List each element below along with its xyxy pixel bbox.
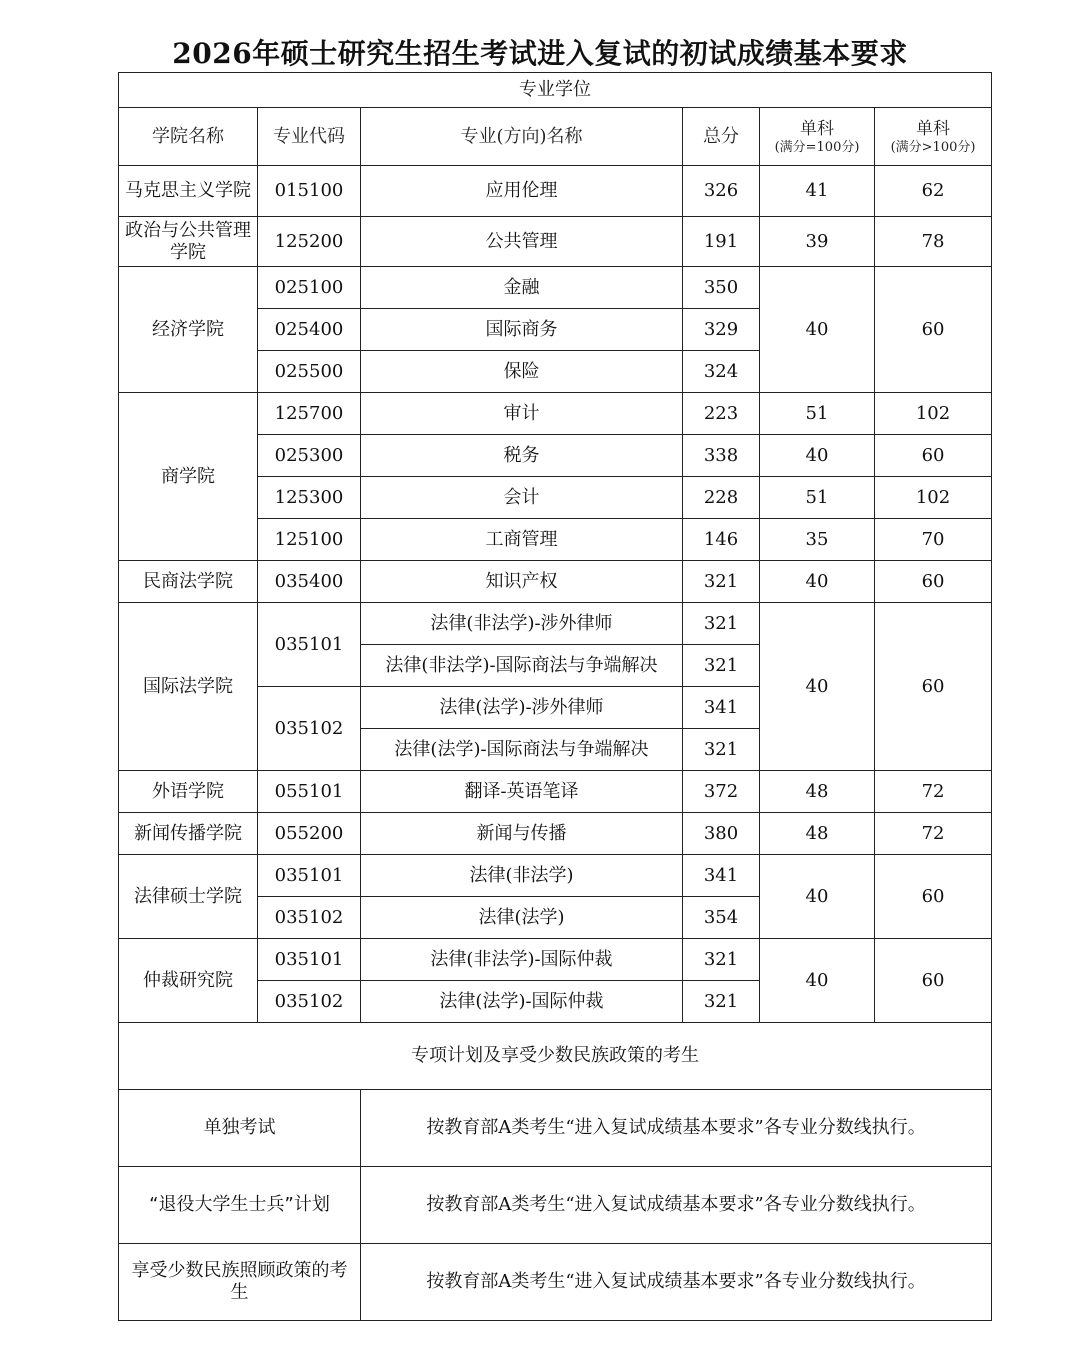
- code-cell: 025500: [258, 351, 361, 393]
- single-over-100-cell: 60: [875, 939, 992, 1023]
- single-over-100-cell: 78: [875, 217, 992, 267]
- total-cell: 380: [683, 813, 760, 855]
- table-row: [119, 855, 992, 897]
- single-over-100-cell: 102: [875, 477, 992, 519]
- header-single-over-100-note: (满分>100分): [890, 139, 976, 155]
- single-100-cell: 40: [760, 603, 875, 771]
- single-100-cell: 39: [760, 217, 875, 267]
- major-cell: 法律(法学): [361, 897, 683, 939]
- total-cell: 350: [683, 267, 760, 309]
- major-cell: 新闻与传播: [361, 813, 683, 855]
- code-cell: 035102: [258, 687, 361, 771]
- section-title: 专业学位: [119, 73, 992, 108]
- code-cell: 055101: [258, 771, 361, 813]
- table-row: [119, 166, 992, 217]
- table-row: [119, 813, 992, 855]
- code-cell: 055200: [258, 813, 361, 855]
- major-cell: 国际商务: [361, 309, 683, 351]
- total-cell: 321: [683, 561, 760, 603]
- college-cell: 外语学院: [119, 771, 258, 813]
- code-cell: 025100: [258, 267, 361, 309]
- major-cell: 法律(非法学)-国际仲裁: [361, 939, 683, 981]
- total-cell: 324: [683, 351, 760, 393]
- section-header-row: [119, 73, 992, 108]
- code-cell: 125100: [258, 519, 361, 561]
- total-cell: 321: [683, 603, 760, 645]
- header-single-over-100: [875, 108, 992, 166]
- special-row: [119, 1090, 992, 1167]
- header-single-over-100-label: 单科: [916, 118, 951, 139]
- special-category: 享受少数民族照顾政策的考生: [119, 1244, 361, 1321]
- code-cell: 015100: [258, 166, 361, 217]
- total-cell: 321: [683, 981, 760, 1023]
- total-cell: 228: [683, 477, 760, 519]
- table-row: [119, 393, 992, 435]
- major-cell: 应用伦理: [361, 166, 683, 217]
- code-cell: 035101: [258, 939, 361, 981]
- code-cell: 035101: [258, 855, 361, 897]
- single-100-cell: 48: [760, 813, 875, 855]
- table-row: [119, 939, 992, 981]
- header-name: 专业(方向)名称: [361, 108, 683, 166]
- single-over-100-cell: 72: [875, 813, 992, 855]
- major-cell: 法律(法学)-涉外律师: [361, 687, 683, 729]
- total-cell: 372: [683, 771, 760, 813]
- single-100-cell: 51: [760, 393, 875, 435]
- college-cell: 政治与公共管理学院: [119, 217, 258, 267]
- total-cell: 341: [683, 687, 760, 729]
- single-100-cell: 40: [760, 267, 875, 393]
- total-cell: 329: [683, 309, 760, 351]
- college-cell: 新闻传播学院: [119, 813, 258, 855]
- total-cell: 354: [683, 897, 760, 939]
- score-table: [118, 72, 992, 1321]
- header-code: 专业代码: [258, 108, 361, 166]
- major-cell: 工商管理: [361, 519, 683, 561]
- single-over-100-cell: 60: [875, 603, 992, 771]
- major-cell: 知识产权: [361, 561, 683, 603]
- single-100-cell: 51: [760, 477, 875, 519]
- college-cell: 经济学院: [119, 267, 258, 393]
- code-cell: 025400: [258, 309, 361, 351]
- special-note: 按教育部A类考生“进入复试成绩基本要求”各专业分数线执行。: [361, 1167, 992, 1244]
- single-over-100-cell: 62: [875, 166, 992, 217]
- major-cell: 审计: [361, 393, 683, 435]
- table-row: [119, 267, 992, 309]
- major-cell: 法律(法学)-国际商法与争端解决: [361, 729, 683, 771]
- special-note: 按教育部A类考生“进入复试成绩基本要求”各专业分数线执行。: [361, 1090, 992, 1167]
- college-cell: 法律硕士学院: [119, 855, 258, 939]
- major-cell: 法律(非法学)-涉外律师: [361, 603, 683, 645]
- table-row: [119, 771, 992, 813]
- special-heading: 专项计划及享受少数民族政策的考生: [119, 1023, 992, 1090]
- header-college: 学院名称: [119, 108, 258, 166]
- total-cell: 326: [683, 166, 760, 217]
- page-title: 2026年硕士研究生招生考试进入复试的初试成绩基本要求: [172, 37, 908, 70]
- major-cell: 法律(法学)-国际仲裁: [361, 981, 683, 1023]
- single-over-100-cell: 60: [875, 855, 992, 939]
- code-cell: 125300: [258, 477, 361, 519]
- college-cell: 仲裁研究院: [119, 939, 258, 1023]
- total-cell: 146: [683, 519, 760, 561]
- table-row: [119, 561, 992, 603]
- total-cell: 321: [683, 939, 760, 981]
- single-over-100-cell: 70: [875, 519, 992, 561]
- special-row: [119, 1244, 992, 1321]
- single-100-cell: 40: [760, 561, 875, 603]
- college-cell: 商学院: [119, 393, 258, 561]
- single-100-cell: 41: [760, 166, 875, 217]
- total-cell: 191: [683, 217, 760, 267]
- table-row: [119, 217, 992, 267]
- header-total: 总分: [683, 108, 760, 166]
- major-cell: 会计: [361, 477, 683, 519]
- column-header-row: [119, 108, 992, 166]
- major-cell: 保险: [361, 351, 683, 393]
- total-cell: 321: [683, 729, 760, 771]
- special-row: [119, 1167, 992, 1244]
- header-single-100-note: (满分=100分): [774, 139, 860, 155]
- single-over-100-cell: 102: [875, 393, 992, 435]
- special-category: 单独考试: [119, 1090, 361, 1167]
- major-cell: 税务: [361, 435, 683, 477]
- code-cell: 125700: [258, 393, 361, 435]
- major-cell: 法律(非法学)-国际商法与争端解决: [361, 645, 683, 687]
- major-cell: 金融: [361, 267, 683, 309]
- single-over-100-cell: 60: [875, 435, 992, 477]
- code-cell: 035101: [258, 603, 361, 687]
- college-cell: 民商法学院: [119, 561, 258, 603]
- single-100-cell: 48: [760, 771, 875, 813]
- total-cell: 321: [683, 645, 760, 687]
- header-single-100-label: 单科: [800, 118, 834, 139]
- table-row: [119, 603, 992, 645]
- total-cell: 338: [683, 435, 760, 477]
- single-over-100-cell: 60: [875, 267, 992, 393]
- code-cell: 035400: [258, 561, 361, 603]
- single-100-cell: 40: [760, 435, 875, 477]
- special-note: 按教育部A类考生“进入复试成绩基本要求”各专业分数线执行。: [361, 1244, 992, 1321]
- total-cell: 341: [683, 855, 760, 897]
- single-over-100-cell: 60: [875, 561, 992, 603]
- single-over-100-cell: 72: [875, 771, 992, 813]
- college-cell: 国际法学院: [119, 603, 258, 771]
- major-cell: 法律(非法学): [361, 855, 683, 897]
- major-cell: 公共管理: [361, 217, 683, 267]
- single-100-cell: 35: [760, 519, 875, 561]
- code-cell: 125200: [258, 217, 361, 267]
- college-cell: 马克思主义学院: [119, 166, 258, 217]
- code-cell: 035102: [258, 981, 361, 1023]
- single-100-cell: 40: [760, 855, 875, 939]
- code-cell: 035102: [258, 897, 361, 939]
- header-single-100: [760, 108, 875, 166]
- special-category: “退役大学生士兵”计划: [119, 1167, 361, 1244]
- special-header-row: [119, 1023, 992, 1090]
- total-cell: 223: [683, 393, 760, 435]
- code-cell: 025300: [258, 435, 361, 477]
- single-100-cell: 40: [760, 939, 875, 1023]
- major-cell: 翻译-英语笔译: [361, 771, 683, 813]
